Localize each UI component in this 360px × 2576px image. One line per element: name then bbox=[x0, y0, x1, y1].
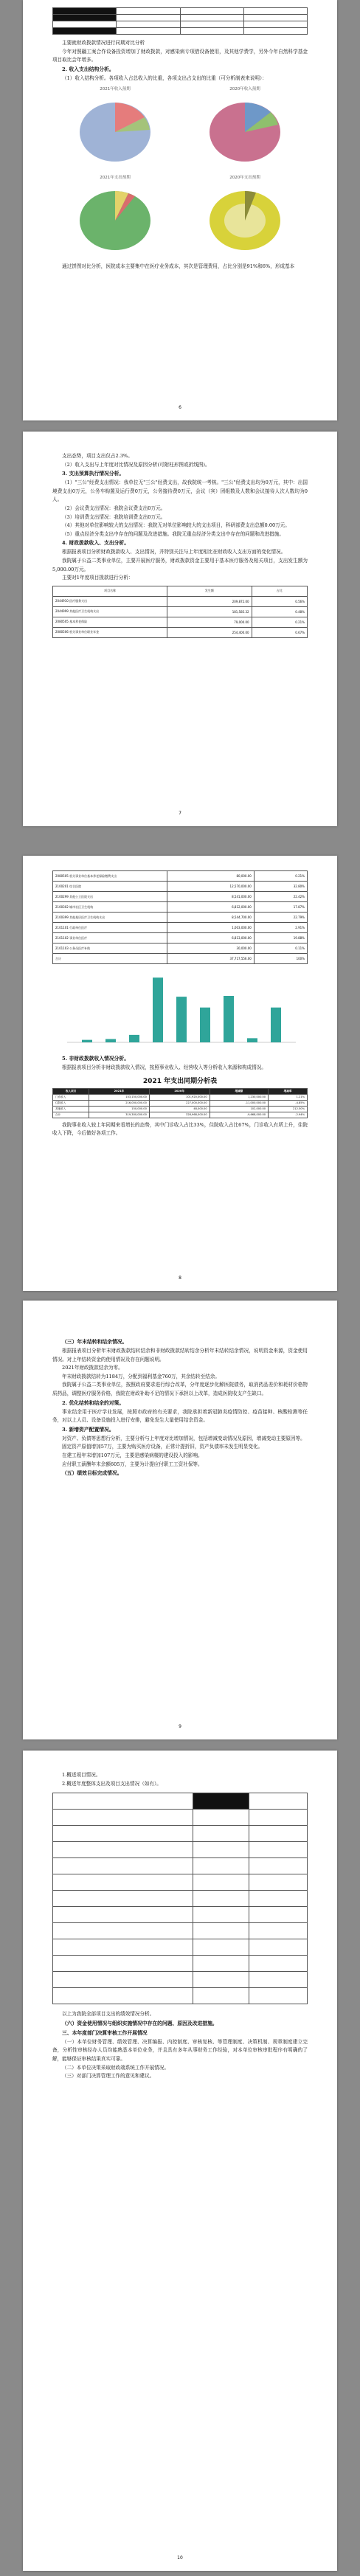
paragraph: 在建工程年末增加107万元，主要是感染病楼的建设投入的影响。 bbox=[62, 1452, 203, 1458]
paragraph: 年末财政拨款结转为1184万，分配到福利基金760万，其余结转至结余。 bbox=[62, 1373, 220, 1379]
table-row: 2080505 基本养老保险 79,000.00 0.21% bbox=[53, 617, 308, 627]
table-row: 2100399 其他基层医疗卫生机构支出 8,544,700.00 22.79% bbox=[53, 913, 308, 923]
paragraph: （二）本单位决策采取财政端系统工作开展情况。 bbox=[62, 2064, 170, 2071]
pie-chart-expense-2021 bbox=[52, 174, 178, 259]
section-heading: （三）年末结转和结余情况。 bbox=[62, 1339, 128, 1345]
section-heading: 2. 收入支出结构分析。 bbox=[62, 66, 114, 72]
bar bbox=[82, 1040, 92, 1042]
page-number: 9 bbox=[179, 1724, 181, 1729]
table-row: 其他收入 150,000.00 48,000.00 102,000.00 212.50% bbox=[53, 1106, 308, 1112]
table-row: 2101102 事业单位医疗 6,813,000.00 19.88% bbox=[53, 933, 308, 944]
bar-chart bbox=[52, 969, 308, 1050]
pie-charts bbox=[52, 86, 308, 263]
paragraph: 主要就财政拨款情况进行同期对比分析 bbox=[62, 40, 145, 46]
paragraph: （3）培训费支出情况：我院培训费支出0万元。 bbox=[62, 513, 166, 520]
table-row: 2044999 其他医疗卫生机构支出 181,585.32 0.48% bbox=[53, 606, 308, 617]
paragraph: 我院属于公益二类事业单位，主要开展医疗服务，财政拨款资金主要用于基本医疗服务及相关项目，支出发生额为5,000.00万元。 bbox=[52, 557, 308, 572]
table-title: 2021 年支出同期分析表 bbox=[142, 1077, 218, 1085]
section-heading: 3. 支出预算执行情况分析。 bbox=[62, 471, 125, 477]
page-8 bbox=[23, 856, 337, 1291]
page-number: 10 bbox=[177, 2555, 183, 2561]
paragraph: 今年对照疆工案合作设备投资增加了财政拨款，对感染病专项借设备使用，及其他学费学，另外今年自然科学基金项目取比会年增多。 bbox=[52, 48, 308, 63]
paragraph: （5）重点经济分类支出中存在的问题及改进措施。我院无重点经济分类支出中存在的问题和改进措施。 bbox=[62, 530, 284, 537]
bar bbox=[176, 997, 187, 1042]
section-heading: 2.概述年度整体支出及项目支出情况（如有）。 bbox=[62, 1780, 162, 1787]
table-row bbox=[53, 1972, 308, 1988]
table-row: 2044910 医疗服务支出 209,872.00 0.56% bbox=[53, 596, 308, 606]
pie-chart-income-2020 bbox=[182, 86, 308, 170]
table-row bbox=[53, 1956, 308, 1972]
bar bbox=[153, 977, 163, 1042]
table-row: 2100201 综合医院 12,570,000.00 32.80% bbox=[53, 882, 308, 892]
pie-chart-income-2021 bbox=[52, 86, 178, 170]
table-row bbox=[53, 1793, 308, 1810]
appropriation-table bbox=[52, 586, 308, 638]
paragraph: 以上为我院全部项目支出的绩效情况分析。 bbox=[62, 2011, 155, 2018]
section-heading: 5. 非财政拨款收入情况分析。 bbox=[62, 1056, 130, 1062]
paragraph: （2）收入支出与上年度对比情况及原因分析(可附柱形图或折线图)。 bbox=[62, 461, 210, 468]
table-row bbox=[53, 1826, 308, 1842]
bar bbox=[200, 1008, 210, 1042]
top-table bbox=[52, 7, 308, 35]
table-row: 2080505 机关事业单位基本养老保险缴费支出 80,000.00 0.21% bbox=[53, 871, 308, 882]
table-row bbox=[53, 1907, 308, 1923]
table-row bbox=[53, 1939, 308, 1956]
table-header-row: 项目名称 发生额 占比 bbox=[53, 586, 308, 596]
table-row bbox=[53, 1842, 308, 1858]
bar bbox=[105, 1039, 116, 1043]
section-heading: （六）资金使用情况与组织实施情况中存在的问题、原因及改进措施。 bbox=[62, 2020, 218, 2026]
section-heading: 3. 新增资产配置情况。 bbox=[62, 1426, 114, 1433]
paragraph: 事业结余用于医疗学业发展，按照市政府的有关要求，我院承担着新冠肺炎疫情防控、疫苗接种、核酸检测等任务，对以上人员、设备设施投入进行安排，避免发生大量使用结余资金。 bbox=[52, 1408, 308, 1424]
table-row bbox=[53, 1891, 308, 1907]
section-heading: 2. 优化结转和结余的对策。 bbox=[62, 1399, 125, 1406]
paragraph: 支出态势，项目支出仅占2.3%。 bbox=[62, 453, 133, 459]
paragraph: 应付职工薪酬年末余额605万，主要为计提应付职工工资社保等。 bbox=[62, 1461, 203, 1467]
page-number: 8 bbox=[179, 1275, 181, 1281]
table-row: 2080506 机关事业单位职业年金 254,400.00 0.67% bbox=[53, 627, 308, 637]
paragraph: 我院事业收入较上年同期来看增长的态势，其中门诊收入占比33%，住院收入占比67%，门诊收入有所上升，住院收入下降，今后做好各项工作。 bbox=[52, 1121, 308, 1137]
table-total-row: 合计 319,300,000.00 328,968,000.00 -9,668,000.00 -2.94% bbox=[53, 1112, 308, 1118]
paragraph: 固定资产原值增加57万，主要为购买医疗设备，正常计提折旧，资产负债率未发生明显变化。 bbox=[62, 1444, 263, 1450]
table-row bbox=[53, 1810, 308, 1826]
paragraph: 主要对1年度项目拨款进行分析： bbox=[62, 575, 134, 581]
table-row: 2100299 其他公立医院支出 8,541,000.00 22.42% bbox=[53, 892, 308, 902]
table-row bbox=[53, 1988, 308, 2004]
page-10 bbox=[23, 1751, 337, 2571]
project-table bbox=[52, 1793, 308, 2004]
paragraph: （一）本单位财务管理、绩效管理、决算编报、内控制度、审核复核、等管理制度、决策机制、规章制度建立完备，分析性审核经办人员均能熟悉本单位业务，并且具有多年从事财务工作经验，对本单位审核审批程序有明确的了解，能够保证审核结果真实可靠。 bbox=[52, 2038, 308, 2062]
page-7 bbox=[23, 432, 337, 826]
page-number: 6 bbox=[179, 405, 181, 410]
page-6 bbox=[23, 0, 337, 420]
chart-title: 2020年支出预期 bbox=[229, 176, 260, 181]
table-row: 2100302 城市社区卫生机构 6,812,000.00 17.87% bbox=[53, 902, 308, 913]
bar bbox=[247, 1038, 257, 1042]
page-number: 7 bbox=[179, 811, 181, 816]
paragraph: （三）对部门决算管理工作的意见和建议。 bbox=[62, 2073, 155, 2080]
bar bbox=[224, 996, 234, 1042]
paragraph: （1）"三公"经费支出情况：我单位无"三公"经费支出，故我院统一考核。"三公"经费支出均为0万元，其中：出国境费支出0万元，公务车购置及运行费0万元，公务接待费0万元，会议（宾）团组数及人数和会议接待人次人数均为0人。 bbox=[52, 479, 308, 503]
paragraph: 通过饼图对比分析，医院成本主要集中在医疗业务成本，其次是管理费用，占比分别是91%和6%，形成基本 bbox=[62, 263, 295, 270]
chart-title: 2021年收入预期 bbox=[100, 87, 131, 92]
section-heading: 1.概述项目情况。 bbox=[62, 1772, 101, 1778]
paragraph: 对资产、负债等思想行分析，主要分析与上年度对比增加情况，包括增减变动情况及原因，增减变动主要原因等。 bbox=[62, 1435, 305, 1441]
section-heading: （五）绩效目标完成情况。 bbox=[62, 1470, 122, 1477]
table-row: 2101103 公务员医疗补助 30,000.00 0.11% bbox=[53, 944, 308, 954]
pie-chart-expense-2020 bbox=[182, 174, 308, 259]
income-comparison-table bbox=[52, 1088, 308, 1118]
paragraph: 2021年财政拨款结余为零。 bbox=[62, 1365, 123, 1371]
chart-title: 2021年支出预期 bbox=[100, 176, 131, 181]
table-total-row: 合计 37,717,556.00 100% bbox=[53, 954, 308, 964]
table-row bbox=[53, 1858, 308, 1874]
section-heading: 4. 财政拨款收入、支出分析。 bbox=[62, 540, 130, 547]
table-row: 住院收入 216,000,000.00 227,000,000.00 -11,000,000.00 -4.85% bbox=[53, 1100, 308, 1106]
table-row bbox=[53, 1874, 308, 1891]
table-row: 门诊收入 103,150,000.00 101,920,000.00 1,230,000.00 1.21% bbox=[53, 1094, 308, 1100]
paragraph: （1）收入结构分析。各项收入占总收入的比重，各项支出占支出的比重（可分析制表来说明）： bbox=[62, 75, 267, 81]
chart-title: 2020年收入预期 bbox=[229, 87, 260, 92]
paragraph: 根据报表项目分析财政拨款收入、支出情况，并特别关注与上年度相比在财政收入支出方面的变化情况。 bbox=[62, 549, 286, 555]
paragraph: 我院属于公益二类事业单位，按照政府要求进行综合改革，分年度逐步化解医院债务，取消药品差价和耗材价格物质药品，调整医疗服务价格，我院在财政补助不足的情况下承担以上改革，造成医院收支产生缺口。 bbox=[52, 1382, 308, 1396]
table-row bbox=[53, 1923, 308, 1939]
appropriation-table-continued bbox=[52, 870, 308, 964]
bar bbox=[129, 1035, 139, 1042]
paragraph: （2）会议费支出情况：我院会议费支出0万元。 bbox=[62, 505, 166, 511]
table-header-row: 收入项目 2021年 2020年 增减额 增减率 bbox=[53, 1088, 308, 1094]
paragraph: （4）其他对单位影响较大的支出情况：我院无对单位影响较大的支出项目，科研部费支出总额0.00万元。 bbox=[62, 522, 290, 529]
bar bbox=[271, 1008, 281, 1042]
paragraph: 根据报表项目分析年末财政拨款结转结余和非财政拨款结转结余分析年末结转结余情况，说明资金来源，资金使用情况。对上年结转资金的使用情况及存在问题说明。 bbox=[52, 1348, 308, 1363]
page-9 bbox=[23, 1301, 337, 1739]
section-heading: 三、本年度部门决算审核工作开展情况 bbox=[62, 2029, 148, 2036]
table-row: 2101101 行政单位医疗 1,003,000.00 2.91% bbox=[53, 923, 308, 933]
paragraph: 根据报表项目分析非财政拨款收入情况，按照事业收入、经营收入等分析收入来源和构成情况。 bbox=[62, 1064, 266, 1070]
